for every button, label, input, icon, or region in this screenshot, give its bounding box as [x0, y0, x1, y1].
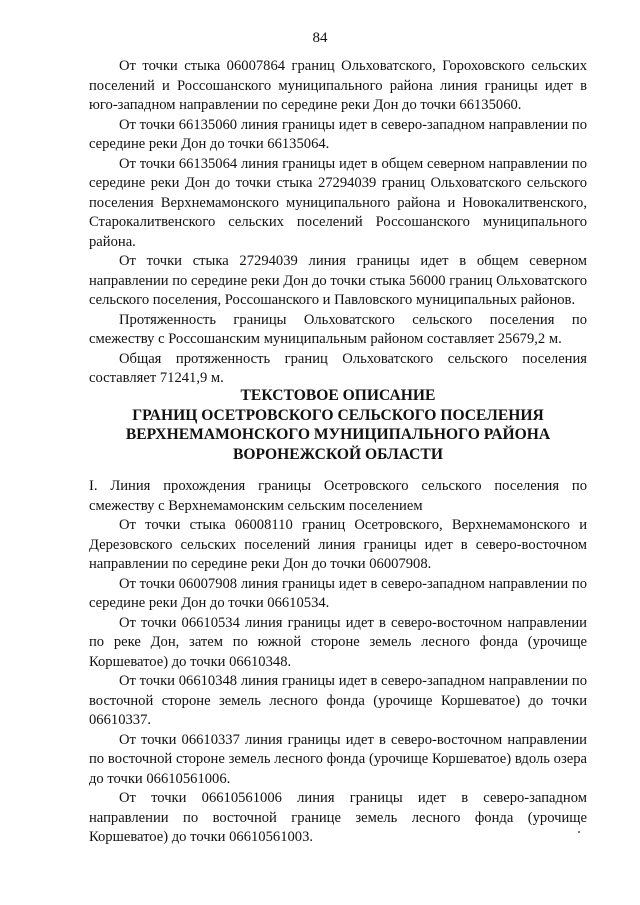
heading-line: ТЕКСТОВОЕ ОПИСАНИЕ [240, 387, 436, 404]
paragraph: От точки стыка 06007864 границ Ольховатского, Гороховского сельских поселений и Россошанского муниципального района линия границы идет в юго-западном направлении по середине реки Дон до точки 66135060. [89, 58, 587, 113]
subheading: I. Линия прохождения границы Осетровского сельского поселения по смежеству с Верхнемамонским сельским поселением [89, 478, 587, 514]
paragraph: От точки 06007908 линия границы идет в северо-западном направлении по середине реки Дон до точки 06610534. [89, 575, 587, 611]
paragraph: От точки стыка 27294039 линия границы идет в общем северном направлении по середине реки Дон до точки стыка 56000 границ Ольховатского сельского поселения, Россошанского и Павловского муниципальных районов. [89, 253, 587, 308]
page-number: 84 [312, 30, 328, 46]
paragraph: От точки 06610561006 линия границы идет в северо-западном направлении по восточной границе земель лесного фонда (урочище Коршеватое) до точки 06610561003. [89, 790, 587, 845]
paragraph: От точки 06610534 линия границы идет в северо-восточном направлении по реке Дон, затем по южной стороне земель лесного фонда (урочище Коршеватое) до точки 06610348. [89, 614, 587, 670]
heading-line: ВОРОНЕЖСКОЙ ОБЛАСТИ [233, 445, 443, 463]
paragraph: Общая протяженность границ Ольховатского сельского поселения составляет 71241,9 м. [89, 350, 587, 386]
heading-line: ГРАНИЦ ОСЕТРОВСКОГО СЕЛЬСКОГО ПОСЕЛЕНИЯ [132, 406, 544, 424]
paragraph: Протяженность границы Ольховатского сельского поселения по смежеству с Россошанским муниципальным районом составляет 25679,2 м. [89, 311, 587, 347]
paragraph: От точки 66135064 линия границы идет в общем северном направлении по середине реки Дон до точки стыка 27294039 границ Ольховатского сельского поселения Верхнемамонского муниципального района и Новокалитвенского, Старокалитвенского сельских поселений Россошанского муниципального района. [89, 155, 587, 250]
paragraph: От точки 66135060 линия границы идет в северо-западном направлении по середине реки Дон до точки 66135064. [89, 116, 587, 152]
paragraph: От точки 06610337 линия границы идет в северо-восточном направлении по восточной стороне земель лесного фонда (урочище Коршеватое) вдоль озера до точки 06610561006. [89, 731, 587, 787]
scan-speck [578, 831, 580, 833]
paragraph: От точки 06610348 линия границы идет в северо-западном направлении по восточной стороне земель лесного фонда (урочище Коршеватое) до точки 06610337. [89, 673, 587, 728]
paragraph: От точки стыка 06008110 границ Осетровского, Верхнемамонского и Дерезовского сельских поселений линия границы идет в северо-восточном направлении по середине реки Дон до точки 06007908. [89, 517, 587, 572]
section-heading [89, 386, 587, 464]
heading-line: ВЕРХНЕМАМОНСКОГО МУНИЦИПАЛЬНОГО РАЙОНА [125, 426, 551, 443]
section-ольховатское-end [89, 57, 587, 389]
section-осетровское [89, 477, 587, 848]
